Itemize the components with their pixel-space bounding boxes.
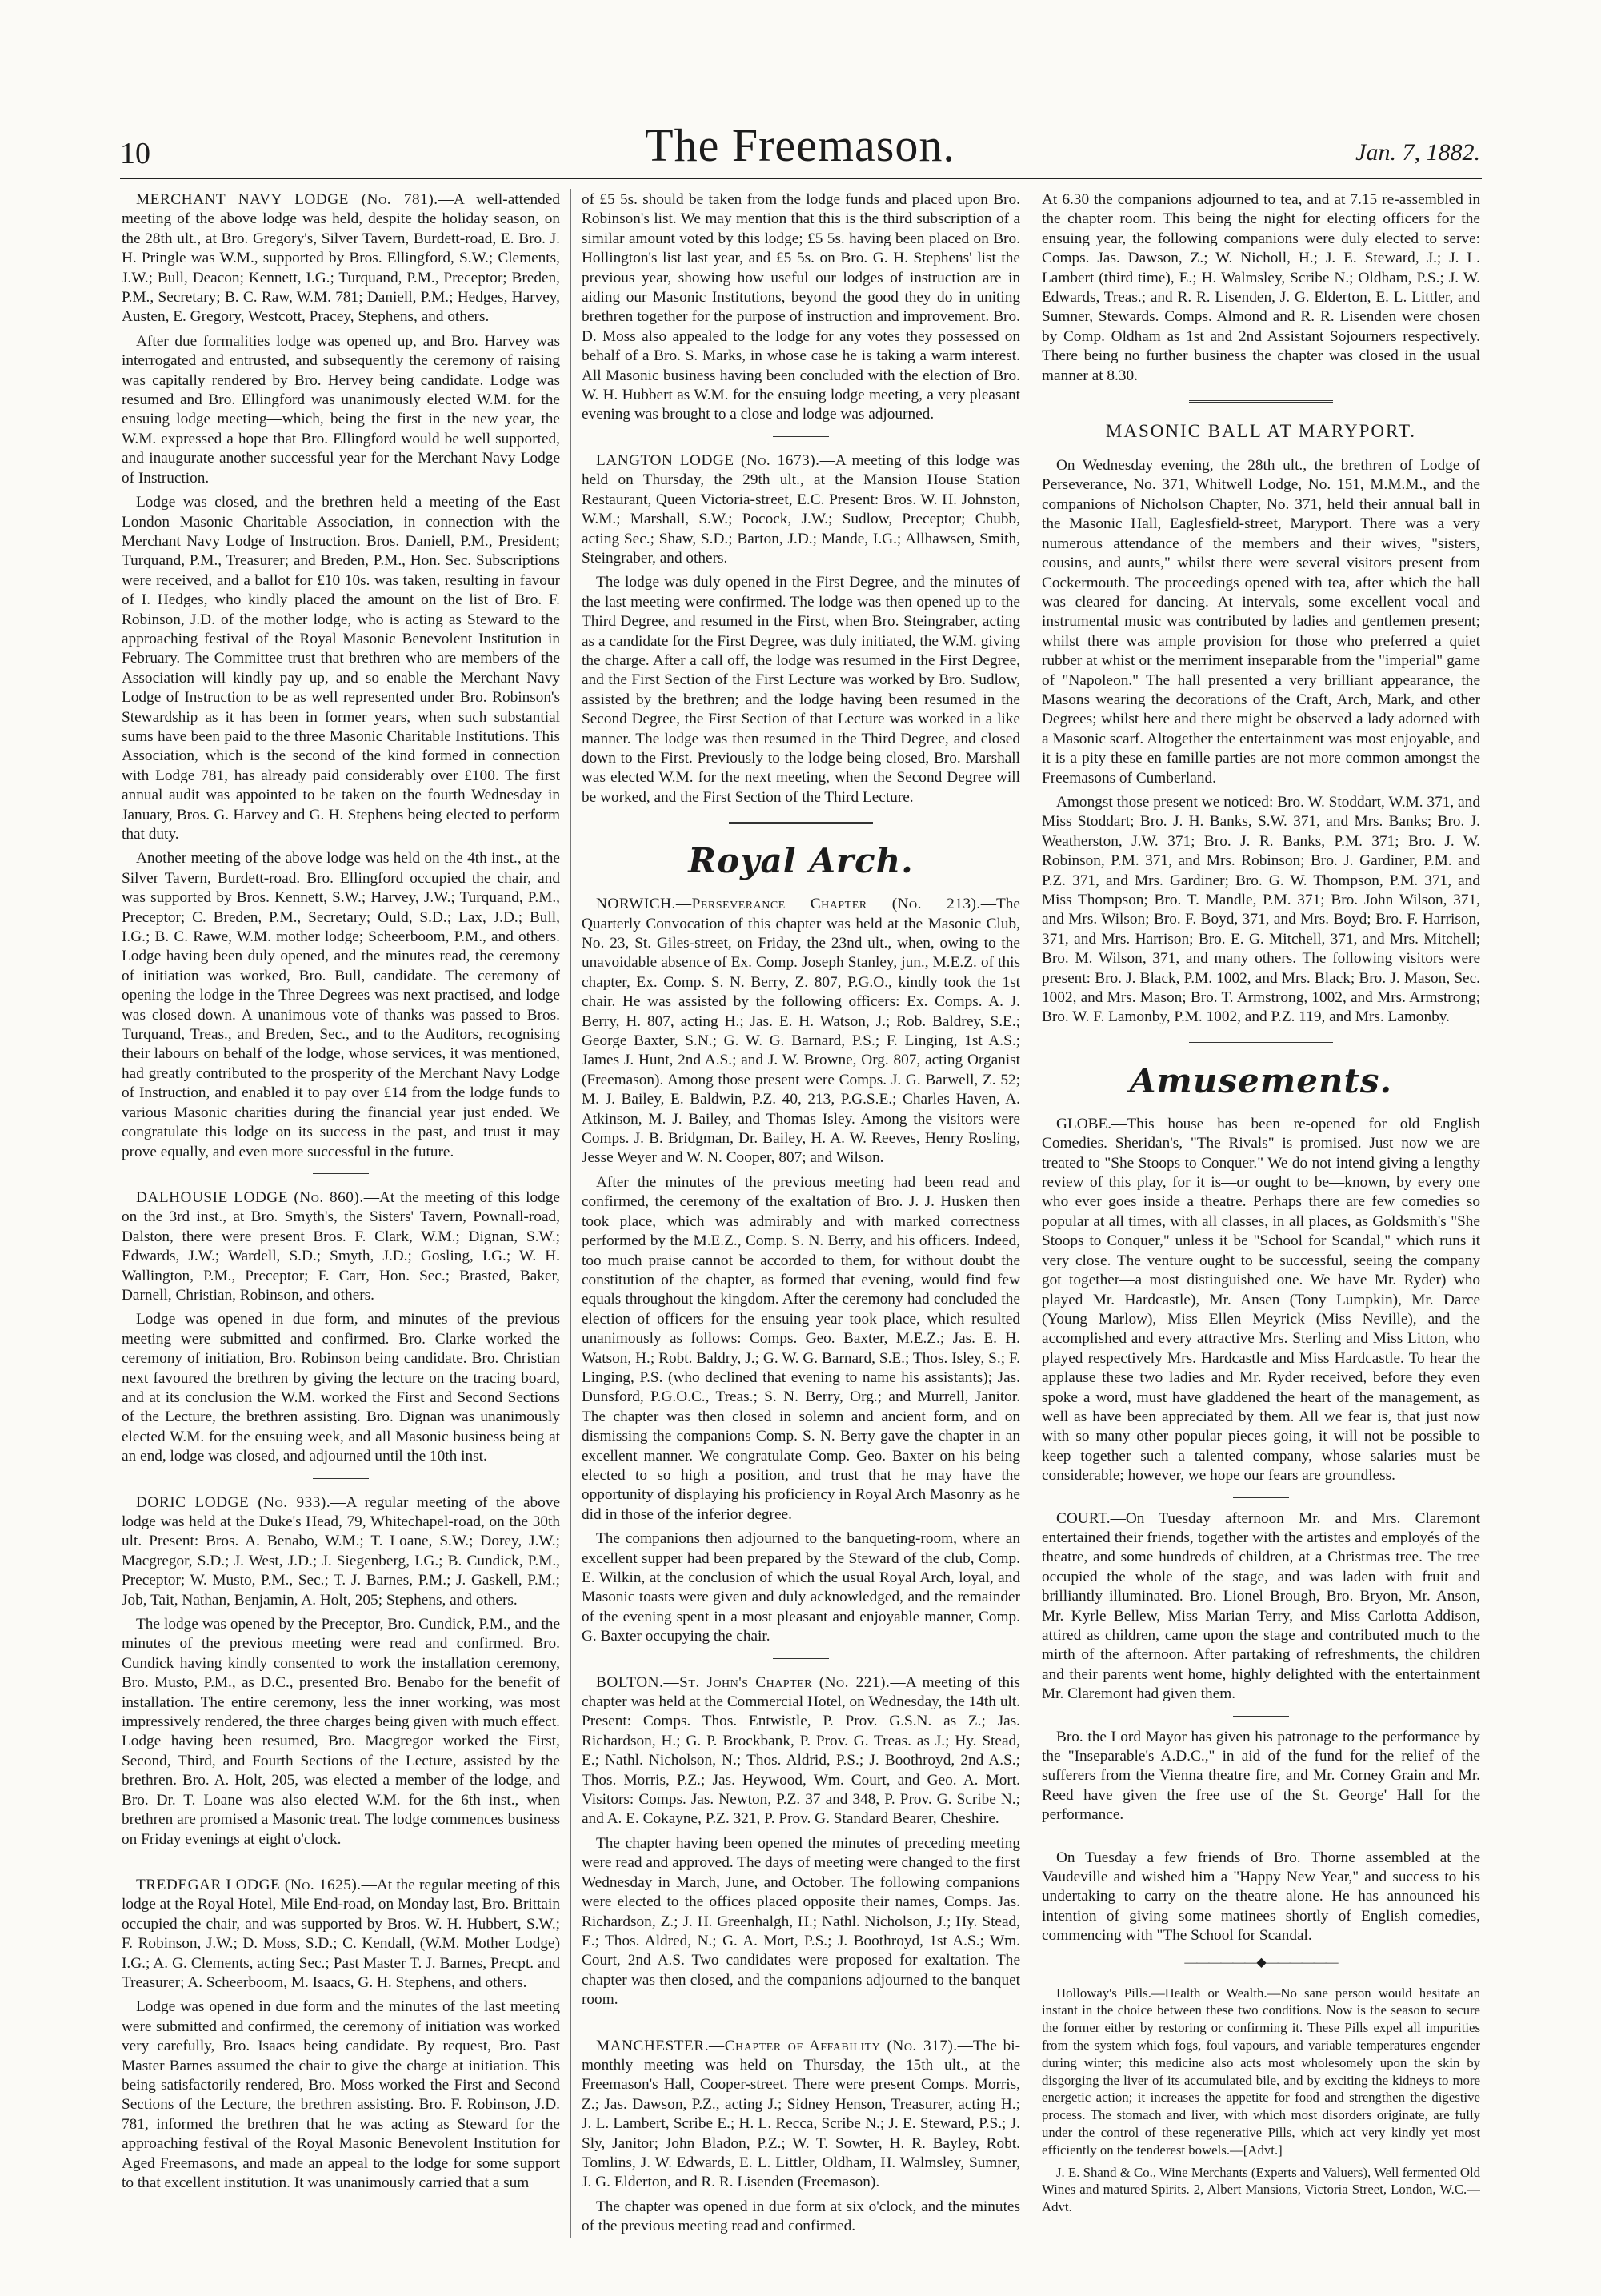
section-separator bbox=[773, 436, 829, 437]
article-text: —The Quarterly Convocation of this chapter was held at the Masonic Club, No. 23, St. Giles-street, on Friday, the 23nd ult., when, owing to the unavoidable absence of Ex. Comp. Joseph Stanley, jun., M.E.Z. of this chapter, Ex. Comp. S. N. Berry, Z. 807, P.G.O., kindly took the 1st chair. He was assisted by the following officers: Ex. Comps. A. J. Berry, H. 807, acting H.; Jas. E. H. Watson, J.; Rob. Baldrey, S.E.; George Baxter, S.N.; G. W. G. Barnard, P.S.; F. Linging, 1st A.S.; James J. Hunt, 2nd A.S.; and J. W. Browne, Org. 807, acting Organist (Freemason). Among those present were Comps. J. G. Barwell, Z. 52; M. J. Bailey, E. Baldwin, P.Z. 40, 213, P.G.S.E.; Charles Haven, A. Atkinson, M. J. Bailey, and Thomas Isley. Among the visitors were Comps. J. B. Bridgman, Dr. Bailey, H. A. W. Reeves, Henry Rosling, Jesse Weyer and W. N. Cooper, 807; and Wilson. bbox=[582, 896, 1020, 1167]
column-1 bbox=[122, 189, 560, 2238]
article-paragraph bbox=[582, 2037, 1020, 2193]
article-lead: LANGTON LODGE (No. 1673). bbox=[596, 451, 820, 469]
article-paragraph: Lodge was opened in due form, and minutes of the previous meeting were submitted and confirmed. Bro. Clarke worked the ceremony of initiation, Bro. Robinson being candidate. Bro. Christian next favoured the brethren by giving the lecture on the tracing board, and at its conclusion the W.M. worked the First and Second Sections of the Lecture, the brethren assisting. Bro. Dignan was unanimously elected W.M. for the ensuing week, and all Masonic business being at an end, lodge was closed, and adjourned until the 10th inst. bbox=[122, 1311, 560, 1465]
article-paragraph bbox=[582, 1673, 1020, 1829]
article-paragraph bbox=[122, 1493, 560, 1610]
ornament-divider: ——————◆—————— bbox=[1184, 1955, 1338, 1969]
advert-holloways-pills: Holloway's Pills.—Health or Wealth.—No sane person would hesitate an instant in the choice between these two conditions. Now is the season to secure the former either by restoring or confirming it. These Pills expel all impurities from the system which fogs, foul vapours, and variable temperatures engender during winter; this medicine also acts most wholesomely upon the skin by disgorging the liver of its accumulated bile, and by exciting the kidneys to more energetic action; it increases the appetite for food and strengthen the digestive process. The stomach and liver, with which most disorders originate, are fully under the control of these regenerative Pills, which act very kindly yet most efficiently on the tenderest bowels.—[Advt.] bbox=[1042, 1985, 1480, 2158]
article-paragraph: At 6.30 the companions adjourned to tea, and at 7.15 re-assembled in the chapter room. This being the night for electing officers for the ensuing year, the following companions were duly elected to serve: Comps. Jas. Dawson, Z.; W. Nicholl, H.; J. E. Steward, J.; J. L. Lambert (third time), E.; H. Walmsley, Scribe N.; Oldham, P.S.; J. W. Edwards, Treas.; and R. R. Lisenden, J. G. Elderton, E. L. Littler, and Sumner, Stewards. Comps. Almond and R. R. Lisenden were chosen by Comp. Oldham as 1st and 2nd Assistant Sojourners respectively. There being no further business the chapter was closed in the usual manner at 8.30. bbox=[1042, 191, 1480, 384]
article-bolton-chapter bbox=[582, 1673, 1020, 2010]
article-paragraph: Lodge was opened in due form and the minutes of the last meeting were submitted and confirmed, the ceremony of initiation was worked very carefully, Bro. Isaacs being candidate. By request, Bro. Past Master Barnes assumed the chair to give the charge at initiation. This being satisfactorily rendered, Bro. Moss worked the First and Second Sections of the Lecture, the brethren assisting. Bro. F. Robinson, J.D. 781, informed the brethren that he was acting as Steward for the approaching festival of the Royal Masonic Benevolent Institution for Aged Freemasons, and made an appeal to the lodge for some support to that excellent institution. It was unanimously carried that a sum bbox=[122, 1998, 560, 2191]
article-langton-lodge bbox=[582, 451, 1020, 807]
article-paragraph: The chapter having been opened the minutes of preceding meeting were read and approved. The days of meeting were changed to the first Wednesday in March, June, and October. The following companions were elected to the offices placed opposite their names, Comps. Jas. Richardson, Z.; J. H. Greenhalgh, H.; Nathl. Nicholson, J.; Hy. Stead, E.; Thos. Aldred, N.; G. A. Mort, P.S.; J. Boothroyd, 1st A.S.; Wm. Court, 2nd A.S. Two candidates were proposed for exaltation. The chapter was then closed, and the companions adjourned to the banquet room. bbox=[582, 1834, 1020, 2009]
article-merchant-navy-lodge bbox=[122, 190, 560, 1162]
article-text: —The bi-monthly meeting was held on Thursday, the 15th ult., at the Freemason's Hall, Cooper-street. There were present Comps. Morris, Z.; Jas. Dawson, P.Z., acting J.; Sidney Henson, Treasurer, acting H.; J. L. Lambert, Scribe E.; H. L. Recca, Scribe N.; J. E. Steward, P.S.; J. Sly, Janitor; John Bladon, P.Z.; W. T. Sowter, H. R. Bayley, Robt. Tomlins, J. W. Edwards, E. L. Littler, Oldham, H. Walmsley, Sumner, J. G. Elderton, and R. R. Lisenden (Freemason). bbox=[582, 2037, 1020, 2191]
article-continuation bbox=[582, 190, 1020, 425]
article-paragraph: The lodge was duly opened in the First Degree, and the minutes of the last meeting were confirmed. The lodge was then opened up to the Third Degree, and resumed in the First, when Bro. Steingraber, acting as a candidate for the First Degree, was duly initiated, the W.M. giving the charge. After a call off, the lodge was resumed in the First Degree, and the First Section of the First Lecture was worked by Bro. Sudlow, assisted by the brethren; and the lodge having been resumed in the Second Degree, the First Section of that Lecture was worked in a like manner. The lodge was then resumed in the Third Degree, and closed down to the First. Previously to the lodge being closed, Bro. Marshall was elected W.M. for the next meeting, when the Second Degree will be worked, and the First Section of the Third Lecture. bbox=[582, 574, 1020, 806]
article-paragraph: Lodge was closed, and the brethren held a meeting of the East London Masonic Charitable Association, in connection with the Merchant Navy Lodge of Instruction. Bros. Daniell, P.M., President; Turquand, P.M., Treasurer; and Breden, P.M., Hon. Sec. Subscriptions were received, and a ballot for £10 10s. was taken, resulting in favour of I. Hedges, who kindly placed the amount on the list of Bro. F. Robinson, J.D. of the mother lodge, who is acting as Steward to the approaching festival of the Royal Masonic Benevolent Institution in February. The Committee trust that brethren who are members of the Association will kindly pay up, and so enable the Merchant Navy Lodge of Instruction to be as well represented under Bro. Robinson's Stewardship as it has been in former years, when such substantial sums have been paid to the three Masonic Charitable Institutions. This Association, which is the second of the kind formed in connection with Lodge 781, has already paid considerably over £100. The first annual audit was appointed to be taken on the fourth Wednesday in January, Bros. G. Harvey and G. H. Stephens being elected to perform that duty. bbox=[122, 494, 560, 843]
article-paragraph bbox=[582, 895, 1020, 1168]
article-paragraph: Amongst those present we noticed: Bro. W. Stoddart, W.M. 371, and Miss Stoddart; Bro. J. H. Banks, S.W. 371, and Mrs. Banks; Bro. J. Weatherston, J.W. 371; Bro. J. R. Banks, P.M. 371; Bro. J. W. Robinson, P.M. 371, and Mrs. Robinson; Bro. J. Gardiner, P.M. and P.Z. 371, and Mrs. Gardiner; Bro. G. W. Thompson, P.M. 371, and Miss Thompson; Bro. T. Mandle, P.M. 371; Bro. John Wilson, 371, and Mrs. Wilson; Bro. F. Boyd, 371, and Mrs. Boyd; Bro. F. Harrison, 371, and Mrs. Harrison; Bro. E. G. Mitchell, 371, and Mrs. Mitchell; Bro. M. Wilson, 371, and many others. The following visitors were present: Bro. J. Black, P.M. 1002, and Mrs. Black; Bro. J. Mason, Sec. 1002, and Mrs. Mason; Bro. T. Armstrong, 1002, and Mrs. Armstrong; Bro. W. F. Lamonby, P.M. 1002, and P.Z. 119, and Mrs. Lamonby. bbox=[1042, 793, 1480, 1026]
article-lead: DALHOUSIE LODGE (No. 860). bbox=[136, 1188, 364, 1206]
article-paragraph: The companions then adjourned to the banqueting-room, where an excellent supper had been prepared by the Steward of the club, Comp. E. Wilkin, at the conclusion of which the usual Royal Arch, loyal, and Masonic toasts were given and duly acknowledged, and the remainder of the evening spent in a most pleasant and enjoyable manner, Comp. G. Baxter occupying the chair. bbox=[582, 1530, 1020, 1645]
article-manchester-chapter bbox=[582, 2037, 1020, 2237]
article-paragraph bbox=[582, 451, 1020, 568]
amusements-heading: Amusements. bbox=[1129, 1060, 1393, 1100]
article-paragraph bbox=[122, 1876, 560, 1993]
article-paragraph: of £5 5s. should be taken from the lodge funds and placed upon Bro. Robinson's list. We may mention that this is the third subscription of a similar amount voted by this lodge; £5 5s. having been placed on Bro. Hollington's list last year, and £5 5s. on Bro. G. H. Stephens' list the previous year, showing how useful our lodges of instruction are in aiding our Masonic Institutions, beyond the good they do in uniting brethren together for the purpose of instruction and improvement. Bro. D. Moss also appealed to the lodge for any votes they possessed on behalf of a Bro. S. Marks, in whose case he is taking a warm interest. All Masonic business having been concluded with the election of Bro. W. H. Hubbert as W.M. for the ensuing lodge meeting, a very pleasant evening was brought to a close and lodge was adjourned. bbox=[582, 191, 1020, 423]
article-paragraph: On Tuesday a few friends of Bro. Thorne assembled at the Vaudeville and wished him a "Happy New Year," and success to his undertaking to carry on the theatre alone. He has announced his intention of giving some matinees shortly of English comedies, commencing with "The School for Scandal. bbox=[1042, 1849, 1480, 1945]
section-separator bbox=[1233, 1716, 1289, 1717]
article-lead: DORIC LODGE (No. 933). bbox=[136, 1493, 331, 1511]
article-text: —At the meeting of this lodge on the 3rd inst., at Bro. Smyth's, the Sisters' Tavern, Pownall-road, Dalston, there were present Bros. F. Clark, W.M.; Dignan, S.W.; Edwards, J.W.; Wardell, S.D.; Smyth, J.D.; Gosling, I.G.; W. H. Wallington, P.M., Preceptor; F. Carr, Hon. Sec.; Brasted, Baker, Darnell, Christian, Robinson, and others. bbox=[122, 1188, 560, 1304]
article-lead: MANCHESTER.—Chapter of Affability (No. 317). bbox=[596, 2037, 958, 2054]
article-text: —A meeting of this chapter was held at the Commercial Hotel, on Wednesday, the 14th ult. Present: Comps. Thos. Entwistle, P. Prov. G.S.N. as Z.; Jas. Richardson, H.; G. P. Brockbank, P. Prov. G. Treas. as J.; Hy. Stead, E.; Nathl. Nicholson, N.; Thos. Aldrid, P.S.; J. Boothroyd, 2nd A.S.; Thos. Morris, P.Z.; Jas. Heywood, Wm. Court, and Geo. A. Mort. Visitors: Comps. Jas. Newton, P.Z. 37 and 348, P. Prov. G. Scribe N.; and A. E. Cokayne, P.Z. 321, P. Prov. G. Standard Bearer, Cheshire. bbox=[582, 1673, 1020, 1828]
section-separator bbox=[1233, 1497, 1289, 1498]
article-continuation bbox=[1042, 190, 1480, 386]
masonic-ball-heading: MASONIC BALL AT MARYPORT. bbox=[1105, 421, 1417, 442]
section-double-rule bbox=[1189, 1042, 1333, 1047]
section-double-rule bbox=[1189, 400, 1333, 405]
article-paragraph bbox=[122, 1188, 560, 1305]
issue-date: Jan. 7, 1882. bbox=[1355, 139, 1480, 166]
article-paragraph: The lodge was opened by the Preceptor, Bro. Cundick, P.M., and the minutes of the previous meeting were read and confirmed. Bro. Cundick having kindly consented to work the installation ceremony, Bro. Musto, P.M., as D.C., presented Bro. Benabo for the benefit of installation. The entire ceremony, less the inner working, was most impressively rendered, the three charges being given with much effect. Lodge having been resumed, Bro. Macgregor worked the First, Second, Third, and Fourth Sections of the Lecture, assisted by the brethren. Bro. A. Holt, 205, was elected a member of the lodge, and Bro. Dr. T. Loane was also elected W.M. for the 6th inst., when brethren are promised a Masonic treat. The lodge commences business on Friday evenings at eight o'clock. bbox=[122, 1616, 560, 1848]
article-paragraph: Bro. the Lord Mayor has given his patronage to the performance by the "Inseparable's A.D.C.," in aid of the fund for the relief of the sufferers from the Vienna theatre fire, and Mr. Corney Grain and Mr. Reed have given the free use of the St. George' Hall for the performance. bbox=[1042, 1728, 1480, 1824]
section-separator bbox=[313, 1478, 369, 1479]
article-paragraph: On Wednesday evening, the 28th ult., the brethren of Lodge of Perseverance, No. 371, Whitwell Lodge, No. 151, M.M.M., and the companions of Nicholson Chapter, No. 371, held their annual ball in the Masonic Hall, Eaglesfield-street, Maryport. There was a very numerous attendance of the members and their wives, "sisters, cousins, and aunts," whilst there were several visitors present from Cockermouth. The proceedings opened with tea, after which the hall was cleared for dancing. At intervals, some excellent vocal and instrumental music was contributed by ladies and gentlemen present; whilst there was ample provision for those who preferred a quiet rubber at whist or the merriment inseparable from the "imperial" game of "Napoleon." The hall presented a very brilliant appearance, the Masons wearing the decorations of the Craft, Arch, Mark, and other Degrees; whilst here and there might be observed a lady adorned with a Masonic scarf. Altogether the entertainment was most enjoyable, and it is a pity these en famille parties are not more common amongst the Freemasons of Cumberland. bbox=[1042, 457, 1480, 787]
article-tredegar-lodge bbox=[122, 1876, 560, 2194]
article-paragraph: GLOBE.—This house has been re-opened for old English Comedies. Sheridan's, "The Rivals" is promised. Just now we are treated to "She Stoops to Conquer." We do not intend giving a lengthy review of this play, for it is—or ought to be—known, by every one who ever goes inside a theatre. Perhaps there are few comedies so popular at all times, with all classes, in all places, as Goldsmith's "She Stoops to Conquer," unless it be "School for Scandal," which runs it very close. The venture ought to be successful, seeing the company got together—a most distinguished one. We have Mr. Ryder) who played Mr. Hardcastle), Mr. Ansen (Tony Lumpkin), Mr. Darce (Young Marlow), Miss Ellen Meyrick (Miss Neville), and the accomplished and every attractive Mrs. Sterling and Miss Litton, who played respectively Mrs. Hardcastle and Miss Hardcastle. To hear the applause these two ladies and Mr. Ryder received, before they even spoke a word, must have gladdened the heart of the management, as well as have been appreciated by them. All we fear is, that just now with so many other popular pieces going, it will not be possible to keep together such a talented company, whose salaries must be considerable; however, we hope our fears are groundless. bbox=[1042, 1115, 1480, 1485]
article-paragraph: The chapter was opened in due form at six o'clock, and the minutes of the previous meeting read and confirmed. bbox=[582, 2198, 1020, 2235]
article-lead: MERCHANT NAVY LODGE (No. 781). bbox=[136, 191, 438, 208]
section-separator bbox=[773, 1658, 829, 1659]
article-doric-lodge bbox=[122, 1493, 560, 1849]
article-lead: TREDEGAR LODGE (No. 1625). bbox=[136, 1876, 362, 1893]
article-masonic-ball bbox=[1042, 456, 1480, 1028]
article-text: —At the regular meeting of this lodge at the Royal Hotel, Mile End-road, on Monday last, Bro. Brittain occupied the chair, and was supported by Bros. W. H. Hubbert, S.W.; F. Robinson, J.W.; D. Moss, S.D.; C. Kendall, (W.M. Mother Lodge) I.G.; A. G. Clements, acting Sec.; Past Master T. J. Barnes, Precpt. and Treasurer; A. Scheerboom, M. Isaacs, G. H. Stephens, and others. bbox=[122, 1876, 560, 1991]
article-text: —A meeting of this lodge was held on Thursday, the 29th ult., at the Mansion House Station Restaurant, Queen Victoria-street, E.C. Present: Bros. W. H. Johnston, W.M.; Marshall, S.W.; Pocock, J.W.; Sudlow, Preceptor; Chubb, acting Sec.; Shaw, S.D.; Barton, J.D.; Mande, I.G.; Allhawsen, Smith, Steingraber, and others. bbox=[582, 451, 1020, 567]
article-paragraph: After due formalities lodge was opened up, and Bro. Harvey was interrogated and entrusted, and subsequently the ceremony of raising was capitally rendered by Bro. Hervey being candidate. Lodge was resumed and Bro. Ellingford was unanimously elected W.M. for the ensuing lodge meeting—which, being the first in the new year, the W.M. expressed a hope that Bro. Ellingford would be well supported, and inaugurate another successful year for the Merchant Navy Lodge of Instruction. bbox=[122, 332, 560, 487]
column-2 bbox=[582, 189, 1020, 2238]
section-double-rule bbox=[729, 822, 873, 827]
article-text: —A regular meeting of the above lodge was held at the Duke's Head, 79, Whitechapel-road, on the 30th ult. Present: Bros. A. Benabo, W.M.; T. Loane, S.W.; Dorey, J.W.; Macgregor, S.D.; J. West, J.D.; J. Siegenberg, I.G.; B. Cundick, P.M., Preceptor; W. Musto, P.M., Sec.; T. J. Barnes, P.M.; J. Gaskell, P.M.; Job, Tait, Nathan, Benjamin, A. Holt, 205; Stephens, and others. bbox=[122, 1493, 560, 1609]
advertisements bbox=[1042, 1985, 1480, 2216]
article-paragraph bbox=[122, 190, 560, 327]
article-amusements bbox=[1042, 1115, 1480, 1946]
article-paragraph: After the minutes of the previous meeting had been read and confirmed, the ceremony of the exaltation of Bro. J. J. Husken then took place, which was admirably and with marked correctness performed by the M.E.Z., Comp. S. N. Berry, and his officers. Indeed, too much praise cannot be accorded to them, for without doubt the constitution of the chapter, as formed that evening, would find few equals throughout the kingdom. After the ceremony had concluded the election of officers for the ensuing year took place, which resulted unanimously as follows: Comps. Geo. Baxter, M.E.Z.; Jas. E. H. Watson, H.; Robt. Baldry, J.; G. W. G. Barnard, S.E.; Thos. Isley, S.; F. Linging, P.S. (who declined that evening to name his assistants); Jas. Dunsford, P.G.O.C., Treas.; S. N. Berry, Org.; and Murrell, Janitor. The chapter was then closed in solemn and ancient form, and on dismissing the companions Comp. S. N. Berry gave the chapter in an excellent manner. We congratulate Comp. Geo. Baxter on his being elected to so high a position, and trust that he may have the opportunity of displaying his proficiency in Royal Arch Masonry as he did in those of the inferior degree. bbox=[582, 1173, 1020, 1523]
article-dalhousie-lodge bbox=[122, 1188, 560, 1467]
header-rule bbox=[120, 178, 1482, 179]
article-text: —A well-attended meeting of the above lodge was held, despite the holiday season, on the 28th ult., at Bro. Gregory's, Silver Tavern, Burdett-road, E. Bro. J. H. Pringle was W.M., supported by Bros. Ellingford, S.W.; Clements, J.W.; Bull, Deacon; Kennett, I.G.; Turquand, P.M., Preceptor; Breden, P.M., Secretary; B. C. Raw, W.M. 781; Daniell, P.M.; Hedges, Harvey, Austen, E. Gregory, Westcott, Pracey, Stephens, and others. bbox=[122, 191, 560, 326]
column-divider bbox=[570, 189, 571, 2238]
article-norwich-chapter bbox=[582, 895, 1020, 1646]
royal-arch-heading: Royal Arch. bbox=[688, 841, 914, 881]
masthead-title: The Freemason. bbox=[645, 119, 955, 171]
article-paragraph: Another meeting of the above lodge was held on the 4th inst., at the Silver Tavern, Burdett-road. Bro. Ellingford occupied the chair, and was supported by Bros. Kennett, S.W.; Harvey, J.W.; Turquand, P.M., Preceptor; C. Breden, P.M., Secretary; Ould, S.D.; Lax, J.D.; Bull, I.G.; B. C. Rawe, W.M. mother lodge; Scheerboom, P.M., and others. Lodge having been duly opened, and the minutes read, the ceremony of initiation was worked, Bro. Bull, candidate. The ceremony of opening the lodge in the Three Degrees was next practised, and lodge was closed down. A unanimous vote of thanks was passed to Bros. Turquand, Treas., and Breden, Sec., and to the Auditors, recognising their labours on behalf of the lodge, whose services, it was mentioned, had greatly contributed to the prosperity of the Merchant Navy Lodge of Instruction, and enabled it to pay over £14 from the lodge funds to various Masonic charities during the financial year just ended. We congratulate this lodge on its success in the past, and trust it may prove equally, and even more successful in the future. bbox=[122, 850, 560, 1160]
page-header bbox=[120, 118, 1480, 182]
column-3 bbox=[1042, 189, 1480, 2238]
article-lead: BOLTON.—St. John's Chapter (No. 221). bbox=[596, 1673, 891, 1691]
article-lead: NORWICH.—Perseverance Chapter (No. 213). bbox=[596, 896, 981, 913]
section-separator bbox=[313, 1173, 369, 1174]
advert-shand-wine: J. E. Shand & Co., Wine Merchants (Experts and Valuers), Well fermented Old Wines and matured Spirits. 2, Albert Mansions, Victoria Street, London, W.C.—Advt. bbox=[1042, 2164, 1480, 2215]
article-paragraph: COURT.—On Tuesday afternoon Mr. and Mrs. Claremont entertained their friends, together with the artistes and employés of the theatre, and some hundreds of children, at a Christmas tree. The tree occupied the whole of the stage, and was laden with fruit and brilliantly illuminated. Bro. Lionel Brough, Bro. Bryon, Mr. Anson, Mr. Kyrle Bellew, Miss Marian Terry, and Miss Carlotta Addison, attired as children, came upon the stage and contributed much to the mirth of the afternoon. After partaking of refreshments, the children and their parents went home, highly delighted with the entertainment Mr. Claremont had given them. bbox=[1042, 1509, 1480, 1703]
page-number: 10 bbox=[120, 137, 150, 170]
